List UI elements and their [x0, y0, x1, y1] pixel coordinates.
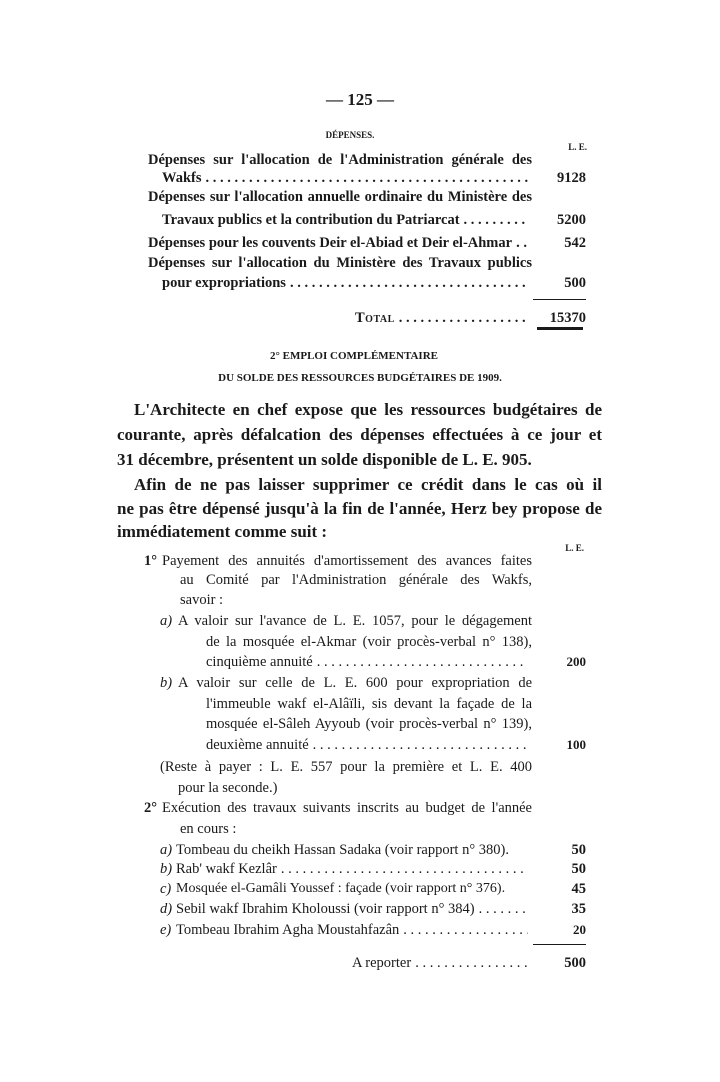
expense-row-1-line1: Dépenses sur l'allocation de l'Administration générale des — [148, 152, 532, 168]
subitem-text: Tombeau du cheikh Hassan Sadaka (voir rapport n° 380). — [176, 842, 509, 858]
page-number: — 125 — — [326, 90, 394, 109]
subitem-line: A valoir sur l'avance de L. E. 1057, pour le dégagement — [178, 613, 532, 629]
paragraph-line: Afin de ne pas laisser supprimer ce crédit dans le cas où il — [134, 475, 602, 494]
subitem-row — [176, 859, 532, 879]
carry-label: A reporter — [352, 955, 412, 971]
expense-row-1-line2 — [162, 168, 532, 188]
expense-label: Dépenses pour les couvents Deir el-Abiad et Deir el-Ahmar — [148, 235, 513, 251]
sum-rule — [533, 299, 586, 300]
subitem-text: Mosquée el-Gamâli Youssef : façade (voir rapport n° 376). — [176, 881, 506, 896]
expense-row-4-line1: Dépenses sur l'allocation du Ministère des Travaux publics — [148, 255, 532, 271]
expense-row-2-line1: Dépenses sur l'allocation annuelle ordinaire du Ministère des — [148, 189, 532, 205]
expense-row-3 — [148, 233, 532, 253]
dot-leader — [464, 210, 528, 230]
expense-label: Travaux publics et la contribution du Patriarcat — [162, 212, 460, 228]
item-number: 1° — [144, 553, 158, 569]
carry-amount: 500 — [564, 955, 586, 971]
dot-leader — [281, 859, 528, 879]
subitem-line: A valoir sur celle de L. E. 600 pour expropriation de — [178, 675, 532, 691]
subitem-text: Sebil wakf Ibrahim Kholoussi (voir rapport n° 384) — [176, 901, 475, 917]
subitem-line: mosquée el-Sâleh Ayyoub (voir procès-verbal n° 139), — [206, 716, 532, 732]
subitem-marker: a) — [160, 842, 173, 858]
expense-amount: 542 — [564, 235, 586, 251]
subitem-amount: 20 — [573, 922, 586, 937]
paragraph-line: ne pas être dépensé jusqu'à la fin de l'année, Herz bey propose de — [117, 499, 602, 518]
paragraph-line: 31 décembre, présentent un solde disponible de L. E. 905. — [117, 450, 532, 469]
subitem-marker: d) — [160, 901, 173, 917]
dot-leader — [415, 953, 528, 973]
subitem-line — [206, 652, 532, 672]
item-line: en cours : — [180, 821, 237, 837]
item-line: Payement des annuités d'amortissement des avances faites — [162, 553, 532, 569]
paragraph-line: courante, après défalcation des dépenses effectuées à ce jour et — [117, 425, 602, 444]
subitem-marker: b) — [160, 675, 173, 691]
item-line: savoir : — [180, 592, 224, 608]
item-line: au Comité par l'Administration générale des Wakfs, — [180, 572, 532, 588]
total-row — [355, 308, 532, 328]
expense-amount: 9128 — [557, 170, 586, 186]
item-line: Exécution des travaux suivants inscrits au budget de l'année — [162, 800, 532, 816]
total-amount: 15370 — [549, 310, 586, 326]
carry-forward-row — [352, 953, 532, 973]
subitem-amount: 50 — [571, 842, 586, 858]
expense-amount: 500 — [564, 275, 586, 291]
section-subtitle: DU SOLDE DES RESSOURCES BUDGÉTAIRES DE 1909. — [218, 372, 502, 384]
subitem-line: l'immeuble wakf el-Alâïli, sis devant la façade de la — [206, 696, 532, 712]
subitem-label: deuxième annuité — [206, 737, 309, 753]
expense-row-4-line2 — [162, 273, 532, 293]
depenses-heading: DÉPENSES. — [325, 130, 375, 140]
currency-header: L. E. — [568, 142, 587, 152]
subitem-amount: 100 — [566, 737, 586, 752]
subitem-text: Rab' wakf Kezlâr — [176, 861, 277, 877]
subitem-marker: c) — [160, 881, 172, 897]
note-line: (Reste à payer : L. E. 557 pour la première et L. E. 400 — [160, 759, 532, 775]
subitem-amount: 200 — [566, 654, 586, 669]
dot-leader — [206, 168, 529, 188]
total-label: Total — [355, 310, 395, 326]
subitem-row — [176, 899, 532, 919]
item-number: 2° — [144, 800, 158, 816]
paragraph-line: L'Architecte en chef expose que les ressources budgétaires de — [134, 400, 602, 419]
dot-leader — [313, 735, 528, 755]
sum-rule — [533, 944, 586, 945]
subitem-marker: e) — [160, 922, 172, 938]
subitem-line: de la mosquée el-Akmar (voir procès-verbal n° 138), — [206, 634, 532, 650]
subitem-marker: b) — [160, 861, 173, 877]
section-title: 2° EMPLOI COMPLÉMENTAIRE — [270, 350, 438, 362]
expense-amount: 5200 — [557, 212, 586, 228]
dot-leader — [317, 652, 528, 672]
subitem-amount: 35 — [571, 901, 586, 917]
note-line: pour la seconde.) — [178, 780, 278, 796]
subitem-amount: 45 — [571, 881, 586, 897]
total-double-rule — [537, 327, 583, 330]
currency-header: L. E. — [565, 543, 584, 553]
expense-label: pour expropriations — [162, 275, 286, 291]
subitem-amount: 50 — [571, 861, 586, 877]
dot-leader — [403, 920, 528, 940]
subitem-label: cinquième annuité — [206, 654, 313, 670]
dot-leader — [399, 308, 528, 328]
subitem-marker: a) — [160, 613, 173, 629]
subitem-text: Tombeau Ibrahim Agha Moustahfazân — [176, 922, 400, 938]
subitem-line — [206, 735, 532, 755]
expense-row-2-line2 — [162, 210, 532, 230]
dot-leader — [290, 273, 528, 293]
subitem-row — [176, 920, 532, 940]
dot-leader — [479, 899, 528, 919]
expense-label: Wakfs — [162, 170, 202, 186]
paragraph-line: immédiatement comme suit : — [117, 522, 328, 541]
